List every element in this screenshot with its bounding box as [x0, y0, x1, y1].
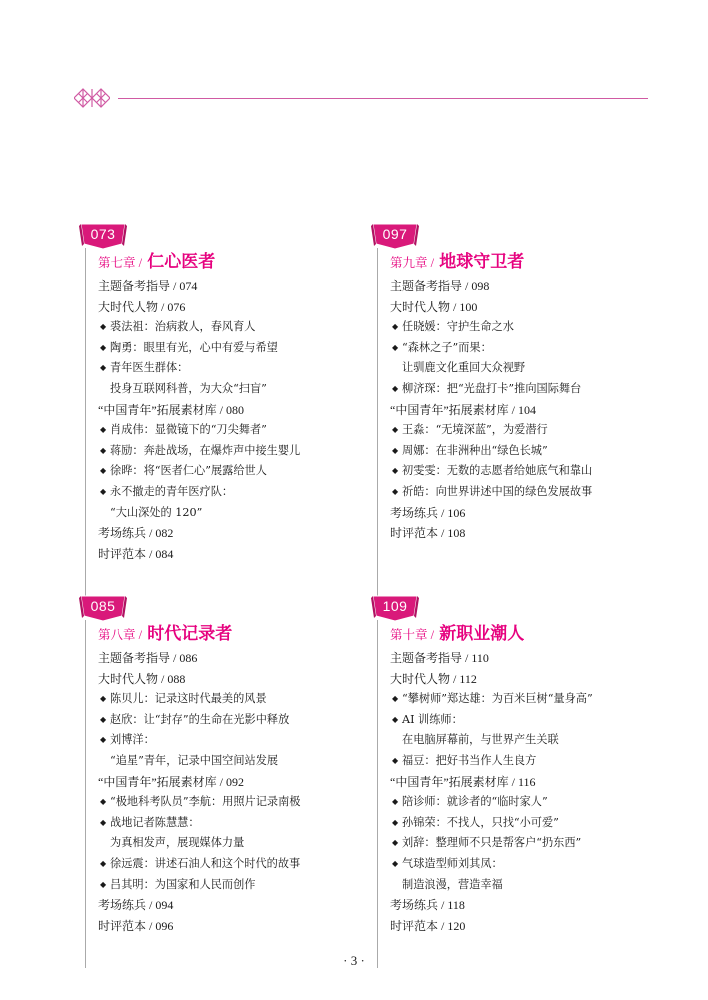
toc-subentry [390, 751, 660, 772]
toc-text: “大山深处的 120” [110, 505, 203, 519]
toc-text: “中国青年”拓展素材库 / 092 [98, 774, 244, 789]
toc-text: 主题备考指导 / 110 [390, 651, 489, 665]
toc-list [98, 276, 368, 564]
diamond-bullet-icon: ◆ [100, 342, 107, 352]
page-badge [78, 222, 128, 250]
diamond-bullet-icon: ◆ [100, 466, 107, 476]
toc-text: 任晓媛：守护生命之水 [402, 320, 514, 334]
toc-subentry [98, 710, 368, 731]
toc-subentry-continuation [98, 503, 368, 524]
diamond-bullet-icon: ◆ [392, 342, 399, 352]
toc-text: 陪诊师：就诊者的“临时家人” [402, 795, 548, 809]
diamond-bullet-icon: ◆ [392, 466, 399, 476]
toc-text: 吕其明：为国家和人民而创作 [110, 877, 256, 891]
toc-text: 时评范本 / 084 [98, 546, 174, 561]
toc-text: 时评范本 / 108 [390, 526, 466, 541]
toc-text: 裘法祖：治病救人，春风育人 [110, 320, 256, 334]
toc-entry [390, 523, 660, 544]
toc-subentry [390, 792, 660, 813]
toc-subentry [390, 317, 660, 338]
chapter-number: 第八章 / [98, 628, 143, 642]
toc-entry [390, 400, 660, 421]
toc-text: 大时代人物 / 100 [390, 299, 478, 314]
toc-entry [390, 276, 660, 297]
toc-entry [98, 276, 368, 297]
page-badge [78, 594, 128, 622]
toc-text: 徐远震：讲述石油人和这个时代的故事 [110, 856, 301, 870]
section-vertical-rule [85, 620, 86, 968]
toc-subentry [390, 710, 660, 731]
badge-number: 073 [90, 226, 116, 242]
chapter-number: 第七章 / [98, 256, 143, 270]
toc-subentry [390, 813, 660, 834]
chapter-title: 仁心医者 [147, 252, 216, 272]
toc-entry [98, 523, 368, 544]
toc-subentry [98, 317, 368, 338]
toc-text: 考场练兵 / 118 [390, 898, 465, 913]
toc-text: 考场练兵 / 094 [98, 898, 174, 913]
toc-subentry [390, 689, 660, 710]
diamond-bullet-icon: ◆ [100, 486, 107, 496]
toc-text: “中国青年”拓展素材库 / 104 [390, 402, 536, 417]
diamond-bullet-icon: ◆ [392, 445, 399, 455]
toc-entry [98, 895, 368, 916]
toc-text: 青年医生群体： [110, 361, 189, 375]
toc-subentry [390, 482, 660, 503]
toc-text: 气球造型师刘其凤： [402, 856, 503, 870]
toc-subentry [390, 338, 660, 359]
toc-text: 让驯鹿文化重回大众视野 [402, 361, 526, 375]
header-rule [118, 98, 648, 99]
toc-text: 考场练兵 / 082 [98, 526, 174, 541]
chapter-title: 地球守卫者 [439, 252, 525, 272]
diamond-bullet-icon: ◆ [100, 445, 107, 455]
diamond-bullet-icon: ◆ [100, 879, 107, 889]
toc-text: 孙锦荣：不找人，只找“小可爱” [402, 815, 559, 829]
toc-entry [98, 297, 368, 318]
page-number: · 3 · [343, 953, 365, 968]
toc-list [390, 276, 660, 544]
toc-text: 制造浪漫，营造幸福 [402, 877, 503, 891]
toc-entry [390, 503, 660, 524]
toc-text: 主题备考指导 / 086 [98, 651, 198, 665]
section-vertical-rule [85, 248, 86, 596]
diamond-bullet-icon: ◆ [100, 425, 107, 435]
diamond-bullet-icon: ◆ [392, 322, 399, 332]
toc-entry [98, 544, 368, 565]
toc-text: 蒋励：奔赴战场，在爆炸声中接生婴儿 [110, 443, 301, 457]
section-vertical-rule [377, 620, 378, 968]
diamond-bullet-icon: ◆ [392, 858, 399, 868]
diamond-bullet-icon: ◆ [392, 755, 399, 765]
toc-text: 大时代人物 / 112 [390, 671, 477, 686]
toc-entry [390, 895, 660, 916]
diamond-bullet-icon: ◆ [392, 486, 399, 496]
chapter-heading [98, 248, 368, 276]
diamond-bullet-icon: ◆ [392, 694, 399, 704]
toc-entry [390, 297, 660, 318]
toc-subentry-continuation [98, 751, 368, 772]
diamond-bullet-icon: ◆ [100, 322, 107, 332]
chapter-number: 第十章 / [390, 628, 435, 642]
toc-subentry [98, 730, 368, 751]
toc-subentry-continuation [98, 379, 368, 400]
toc-entry [98, 648, 368, 669]
badge-number: 097 [382, 226, 408, 242]
badge-number: 109 [382, 598, 408, 614]
toc-text: 祈皓：向世界讲述中国的绿色发展故事 [402, 484, 593, 498]
toc-text: “森林之子”而果： [402, 340, 492, 354]
crosshatch-pattern-icon [74, 88, 110, 112]
toc-subentry-continuation [390, 875, 660, 896]
toc-subentry [390, 441, 660, 462]
toc-text: 主题备考指导 / 098 [390, 279, 490, 293]
toc-subentry [98, 482, 368, 503]
toc-text: “攀树师”郑达雄：为百米巨树“量身高” [402, 692, 593, 706]
toc-entry [98, 669, 368, 690]
chapter-heading [390, 248, 660, 276]
toc-text: 赵欣：让“封存”的生命在光影中释放 [110, 712, 290, 726]
chapter-title: 时代记录者 [147, 624, 233, 644]
toc-text: 大时代人物 / 076 [98, 299, 186, 314]
toc-subentry [98, 875, 368, 896]
chapter-title: 新职业潮人 [439, 624, 525, 644]
toc-text: 时评范本 / 096 [98, 918, 174, 933]
toc-text: 时评范本 / 120 [390, 918, 466, 933]
toc-list [390, 648, 660, 936]
toc-text: 刘博洋： [110, 733, 155, 747]
diamond-bullet-icon: ◆ [100, 858, 107, 868]
toc-text: 陶勇：眼里有光，心中有爱与希望 [110, 340, 278, 354]
toc-text: 初雯雯：无数的志愿者给她底气和靠山 [402, 464, 593, 478]
toc-text: 战地记者陈慧慧： [110, 815, 200, 829]
diamond-bullet-icon: ◆ [100, 694, 107, 704]
toc-subentry [390, 833, 660, 854]
toc-subentry [98, 338, 368, 359]
toc-text: 肖成伟：显微镜下的“刀尖舞者” [110, 423, 267, 437]
toc-text: 柳济琛：把“光盘打卡”推向国际舞台 [402, 381, 582, 395]
toc-subentry [98, 689, 368, 710]
diamond-bullet-icon: ◆ [392, 797, 399, 807]
toc-text: “中国青年”拓展素材库 / 116 [390, 774, 536, 789]
badge-number: 085 [90, 598, 116, 614]
toc-text: 周娜：在非洲种出“绿色长城” [402, 443, 548, 457]
chapter-heading [390, 620, 660, 648]
toc-text: 为真相发声，展现媒体力量 [110, 836, 245, 850]
toc-entry [98, 400, 368, 421]
toc-entry [98, 772, 368, 793]
diamond-bullet-icon: ◆ [100, 797, 107, 807]
toc-text: 徐晔：将“医者仁心”展露给世人 [110, 464, 267, 478]
toc-text: 陈贝儿：记录这时代最美的风景 [110, 692, 267, 706]
toc-text: “追星”青年，记录中国空间站发展 [110, 753, 279, 767]
toc-text: AI 训练师： [402, 712, 463, 726]
toc-subentry [98, 441, 368, 462]
toc-subentry [98, 420, 368, 441]
diamond-bullet-icon: ◆ [100, 714, 107, 724]
toc-entry [390, 772, 660, 793]
toc-subentry [98, 854, 368, 875]
toc-text: 永不撤走的青年医疗队： [110, 484, 234, 498]
toc-entry [98, 916, 368, 937]
toc-text: 刘辞：整理师不只是帮客户“扔东西” [402, 836, 582, 850]
toc-text: 大时代人物 / 088 [98, 671, 186, 686]
diamond-bullet-icon: ◆ [392, 425, 399, 435]
toc-text: 福豆：把好书当作人生良方 [402, 753, 537, 767]
toc-subentry-continuation [390, 358, 660, 379]
toc-subentry [98, 792, 368, 813]
toc-text: “极地科考队员”李航：用照片记录南极 [110, 795, 301, 809]
toc-subentry-continuation [390, 730, 660, 751]
page-badge [370, 222, 420, 250]
toc-subentry [98, 461, 368, 482]
diamond-bullet-icon: ◆ [100, 735, 107, 745]
toc-entry [390, 648, 660, 669]
toc-subentry [390, 854, 660, 875]
toc-subentry [390, 420, 660, 441]
diamond-bullet-icon: ◆ [392, 714, 399, 724]
toc-text: “中国青年”拓展素材库 / 080 [98, 402, 244, 417]
page-badge [370, 594, 420, 622]
toc-list [98, 648, 368, 936]
section-vertical-rule [377, 248, 378, 596]
toc-subentry [98, 358, 368, 379]
diamond-bullet-icon: ◆ [100, 363, 107, 373]
toc-text: 考场练兵 / 106 [390, 505, 466, 520]
chapter-number: 第九章 / [390, 256, 435, 270]
toc-text: 主题备考指导 / 074 [98, 279, 198, 293]
diamond-bullet-icon: ◆ [392, 838, 399, 848]
toc-subentry-continuation [98, 833, 368, 854]
toc-subentry [98, 813, 368, 834]
diamond-bullet-icon: ◆ [100, 817, 107, 827]
toc-entry [390, 916, 660, 937]
toc-text: 在电脑屏幕前，与世界产生关联 [402, 733, 559, 747]
toc-subentry [390, 461, 660, 482]
toc-entry [390, 669, 660, 690]
toc-text: 投身互联网科普，为大众“扫盲” [110, 381, 267, 395]
chapter-heading [98, 620, 368, 648]
diamond-bullet-icon: ◆ [392, 817, 399, 827]
toc-text: 王淼：“无境深蓝”，为爱潜行 [402, 423, 548, 437]
toc-subentry [390, 379, 660, 400]
diamond-bullet-icon: ◆ [392, 383, 399, 393]
